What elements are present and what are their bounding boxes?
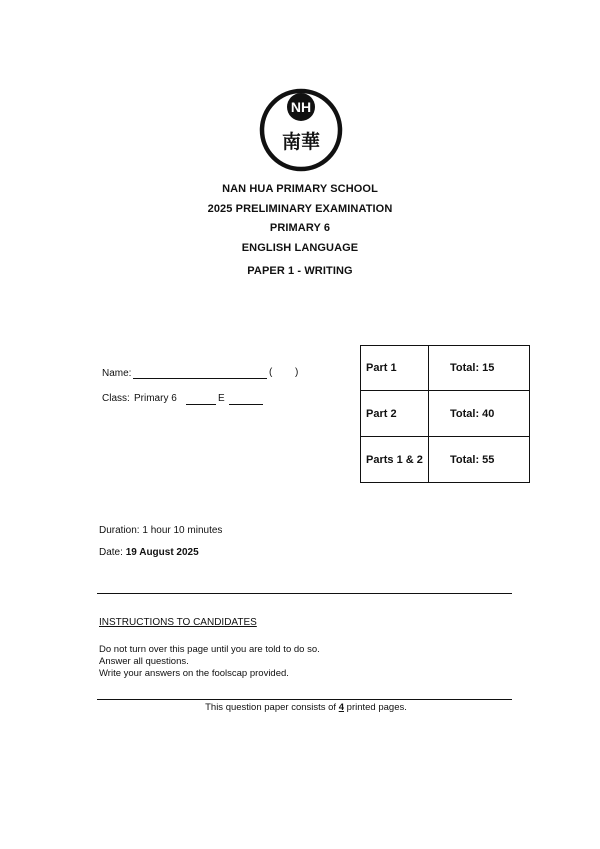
name-field[interactable] <box>133 378 267 379</box>
date-label: Date: <box>99 547 123 558</box>
divider <box>97 699 512 700</box>
school-name: NAN HUA PRIMARY SCHOOL <box>222 183 378 195</box>
instruction-line: Do not turn over this page until you are told to do so. <box>99 644 320 655</box>
divider <box>97 593 512 594</box>
page-count-prefix: This question paper consists of <box>205 702 339 713</box>
exam-title: 2025 PRELIMINARY EXAMINATION <box>207 203 393 215</box>
index-close-paren: ) <box>295 367 299 378</box>
table-row <box>361 437 530 483</box>
logo-monogram: NH <box>290 99 312 115</box>
logo-chinese-text: 南華 <box>281 131 321 153</box>
level: PRIMARY 6 <box>269 222 331 234</box>
instruction-line: Answer all questions. <box>99 656 189 667</box>
class-number-field[interactable] <box>186 404 216 405</box>
part-cell: Part 2 <box>361 391 429 437</box>
class-letter: E <box>218 393 225 404</box>
total-cell: Total: 15 <box>429 346 530 391</box>
duration: Duration: 1 hour 10 minutes <box>99 525 223 536</box>
part-cell: Parts 1 & 2 <box>361 437 429 483</box>
table-row <box>361 391 530 437</box>
part-cell: Part 1 <box>361 346 429 391</box>
class-label: Class: <box>102 393 130 404</box>
total-cell: Total: 40 <box>429 391 530 437</box>
marks-table <box>360 345 530 483</box>
class-suffix-field[interactable] <box>229 404 263 405</box>
class-prefix: Primary 6 <box>134 393 177 404</box>
total-cell: Total: 55 <box>429 437 530 483</box>
name-label: Name: <box>102 368 132 379</box>
index-open-paren: ( <box>269 367 273 378</box>
page-count-suffix: printed pages. <box>344 702 407 713</box>
table-row <box>361 346 530 391</box>
page-count-note <box>0 702 600 713</box>
date-value: 19 August 2025 <box>125 547 199 558</box>
paper-title: PAPER 1 - WRITING <box>247 265 353 277</box>
exam-date <box>99 547 199 558</box>
instructions-heading: INSTRUCTIONS TO CANDIDATES <box>99 617 257 628</box>
subject: ENGLISH LANGUAGE <box>241 242 359 254</box>
instruction-line: Write your answers on the foolscap provided. <box>99 668 289 679</box>
school-logo <box>259 88 343 172</box>
page-count: 4 <box>338 702 345 713</box>
